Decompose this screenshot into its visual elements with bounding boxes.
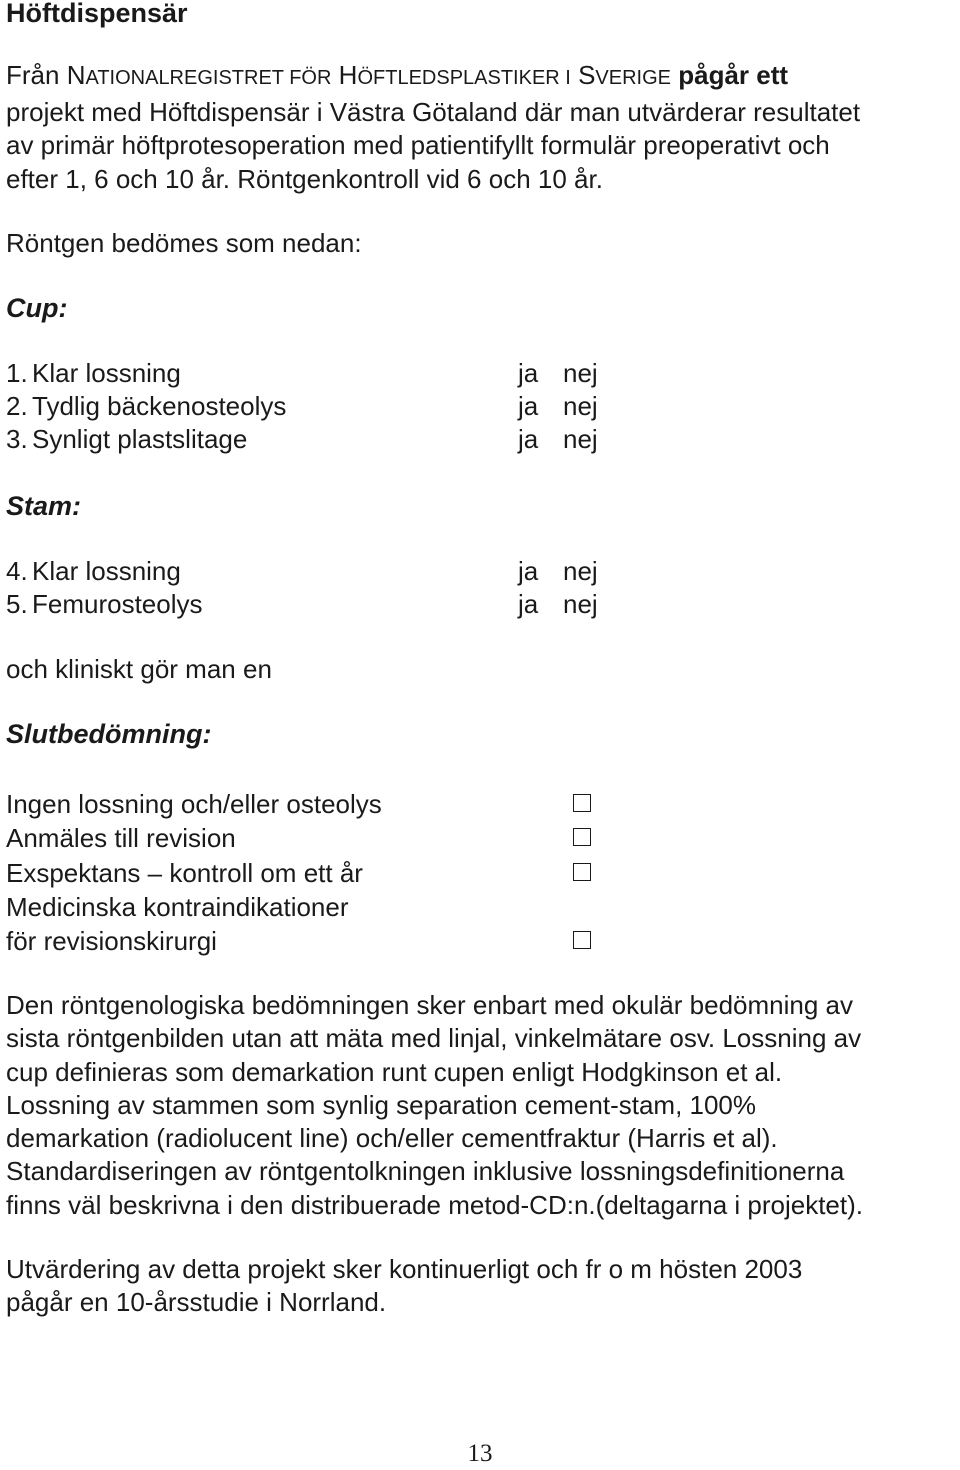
paragraph-line: cup definieras som demarkation runt cupen enligt Hodgkinson et al. <box>6 1056 783 1087</box>
yes-option[interactable]: ja <box>518 556 539 586</box>
checkbox[interactable] <box>573 863 591 881</box>
paragraph-line: sista röntgenbilden utan att mäta med linjal, vinkelmätare osv. Lossning av <box>6 1023 862 1054</box>
item-label: Synligt plastslitage <box>32 424 248 454</box>
intro-paragraph <box>6 59 860 196</box>
paragraph-line: Den röntgenologiska bedömningen sker enbart med okulär bedömning av <box>6 990 853 1020</box>
paragraph-line: Utvärdering av detta projekt sker kontinuerligt och fr o m hösten 2003 <box>6 1254 803 1284</box>
item-number: 3. <box>6 424 28 454</box>
no-option[interactable]: nej <box>563 424 598 454</box>
intro-line-3: av primär höftprotesoperation med patientifyllt formulär preoperativt och <box>6 130 830 160</box>
cup-item-2 <box>6 390 616 423</box>
final-option-no-loosening <box>6 787 606 821</box>
item-label: Tydlig bäckenosteolys <box>32 391 287 421</box>
assessment-lead: Röntgen bedömes som nedan: <box>6 228 362 258</box>
intro-line-2: projekt med Höftdispensär i Västra Götaland där man utvärderar resultatet <box>6 96 861 127</box>
paragraph-line: pågår en 10-årsstudie i Norrland. <box>6 1287 387 1318</box>
registry-name-word-3: SVERIGE <box>578 60 671 90</box>
yes-option[interactable]: ja <box>518 391 539 421</box>
paragraph-line: Standardiseringen av röntgentolkningen inklusive lossningsdefinitionerna <box>6 1156 845 1187</box>
item-number: 2. <box>6 391 28 421</box>
item-number: 4. <box>6 556 28 586</box>
final-option-expectance <box>6 856 606 890</box>
final-option-contraindications <box>6 890 606 958</box>
item-label: Femurosteolys <box>32 589 203 619</box>
no-option[interactable]: nej <box>563 589 598 619</box>
stem-item-4 <box>6 555 616 588</box>
checkbox[interactable] <box>573 794 591 812</box>
item-label: Klar lossning <box>32 556 181 586</box>
cup-item-3 <box>6 423 616 456</box>
item-label: Klar lossning <box>32 358 181 388</box>
yes-option[interactable]: ja <box>518 358 539 388</box>
intro-bold-text: pågår ett <box>678 60 789 90</box>
yes-option[interactable]: ja <box>518 424 539 454</box>
stem-item-5 <box>6 588 616 621</box>
paragraph-line: finns väl beskrivna i den distribuerade metod-CD:n.(deltagarna i projektet). <box>6 1189 863 1220</box>
option-label: Ingen lossning och/eller osteolys <box>6 789 382 819</box>
intro-line-4: efter 1, 6 och 10 år. Röntgenkontroll vid 6 och 10 år. <box>6 163 603 194</box>
item-number: 1. <box>6 358 28 388</box>
final-assessment-heading: Slutbedömning: <box>6 719 212 749</box>
intro-line-1 <box>6 59 860 96</box>
final-option-revision <box>6 821 606 855</box>
option-label-line-1: Medicinska kontraindikationer <box>6 892 349 922</box>
paragraph-line: demarkation (radiolucent line) och/eller cementfraktur (Harris et al). <box>6 1123 778 1154</box>
no-option[interactable]: nej <box>563 391 598 421</box>
option-label: Anmäles till revision <box>6 823 236 853</box>
page-number: 13 <box>467 1440 493 1467</box>
intro-prefix: Från <box>6 60 67 90</box>
registry-name-word-2: HÖFTLEDSPLASTIKER I <box>338 60 571 90</box>
yes-option[interactable]: ja <box>518 589 539 619</box>
checkbox[interactable] <box>573 931 591 949</box>
item-number: 5. <box>6 589 28 619</box>
option-label-line-2: för revisionskirurgi <box>6 926 217 956</box>
method-paragraph <box>6 989 863 1222</box>
stem-heading: Stam: <box>6 491 82 521</box>
page-title: Höftdispensär <box>6 0 188 28</box>
option-label: Exspektans – kontroll om ett år <box>6 858 363 888</box>
cup-item-1 <box>6 357 616 390</box>
no-option[interactable]: nej <box>563 358 598 388</box>
no-option[interactable]: nej <box>563 556 598 586</box>
cup-heading: Cup: <box>6 293 68 323</box>
paragraph-line: Lossning av stammen som synlig separation cement-stam, 100% <box>6 1089 757 1120</box>
registry-name-word-1: NATIONALREGISTRET FÖR <box>66 60 332 90</box>
clinical-lead: och kliniskt gör man en <box>6 654 272 684</box>
checkbox[interactable] <box>573 828 591 846</box>
evaluation-paragraph <box>6 1253 802 1320</box>
